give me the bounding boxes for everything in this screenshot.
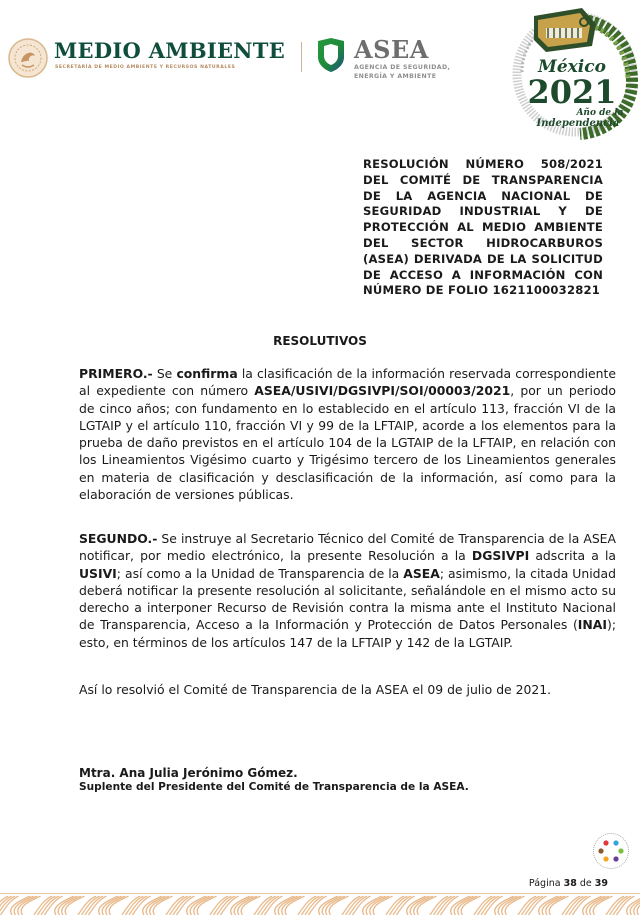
segundo-bold-usivi: USIVI [79,565,117,581]
segundo-text-1: Se instruye al Secretario Técnico del Comité de Transparencia de la ASEA notificar, por medio electrónico, la presente Resolución a la [79,531,616,564]
segundo-bold-asea: ASEA [403,565,440,581]
page-number [529,878,608,889]
primero-bold-confirma: confirma [176,366,238,381]
footer-rule [0,893,640,894]
brand-title: MEDIO AMBIENTE [54,38,286,63]
agency-title: ASEA [354,35,429,64]
brand-subtitle: SECRETARÍA DE MEDIO AMBIENTE Y RECURSOS NATURALES [55,65,236,70]
segundo-text-3: ; así como a la Unidad de Transparencia de la [116,565,404,581]
section-heading: RESOLUTIVOS [273,334,367,348]
emblem-independencia: Independencia [536,118,620,129]
agency-subtitle-line1: AGENCIA DE SEGURIDAD, [354,64,451,71]
segundo-bold-inai: INAI [577,617,607,633]
primero-text-1: Se [152,366,177,381]
page-current: 38 [563,878,577,889]
segundo-bold-dgsivpi: DGSIVPI [471,548,530,564]
primero-text-3: , por un periodo de cinco años; con fundamento en lo establecido en el artículo 113, fracción VI de la LGTAIP y el artículo 110, fracción VI y 99 de la LFTAIP, acorde a los elementos para la prueba de daño previstos en el artículo 104 de la LGTAIP de la LFTAIP, en relación con los Lineamientos Vigésimo cuarto y Trigésimo tercero de los Lineamientos generales en materia de clasificación y desclasificación de la información, así como para la elaboración de versiones públicas. [79,383,616,503]
page-total: 39 [594,878,608,889]
page-of: de [579,878,592,889]
primero-expediente: ASEA/USIVI/DGSIVPI/SOI/00003/2021 [254,383,511,399]
header-divider [301,42,302,72]
emblem-year: 2021 [527,73,617,111]
mexico-2021-emblem [512,2,638,142]
national-seal-logo [8,38,48,78]
paragraph-primero [79,365,616,503]
paragraph-segundo [79,530,616,651]
emblem-ano: Año de la [576,108,624,118]
segundo-text-5: ); esto, en términos de los artículos 147 de la LFTAIP y 142 de la LGTAIP. [79,617,616,650]
committee-seal-logo [592,832,630,870]
primero-text-2: la clasificación de la información reservada correspondiente al expediente con número [79,366,616,399]
asea-shield-logo [316,37,346,73]
segundo-label: SEGUNDO.- [79,531,158,546]
closing-statement: Así lo resolvió el Comité de Transparencia de la ASEA el 09 de julio de 2021. [79,682,552,697]
page-label: Página [528,878,561,889]
segundo-text-2: adscrita a la [529,548,616,564]
signer-name: Mtra. Ana Julia Jerónimo Gómez. [79,766,298,780]
footer-decorative-pattern [0,896,640,915]
primero-label: PRIMERO.- [79,366,153,381]
emblem-mexico: México [538,57,606,77]
agency-subtitle [354,64,450,81]
signer-role: Suplente del Presidente del Comité de Transparencia de la ASEA. [79,781,469,793]
agency-subtitle-line2: ENERGÍA Y AMBIENTE [354,72,437,80]
resolution-title: RESOLUCIÓN NÚMERO 508/2021 DEL COMITÉ DE TRANSPARENCIA DE LA AGENCIA NACIONAL DE SEGURIDAD INDUSTRIAL Y DE PROTECCIÓN AL MEDIO AMBIENTE DEL SECTOR HIDROCARBUROS (ASEA) DERIVADA DE LA SOLICITUD DE ACCESO A INFORMACIÓN CON NÚMERO DE FOLIO 1621100032821 [363,157,603,298]
segundo-text-4: ; asimismo, la citada Unidad deberá notificar la presente resolución al solicitante, señalándole en el mismo acto su derecho a interponer Recurso de Revisión contra la misma ante el Instituto Nacional de Transparencia, Acceso a la Información y Protección de Datos Personales ( [79,565,616,633]
